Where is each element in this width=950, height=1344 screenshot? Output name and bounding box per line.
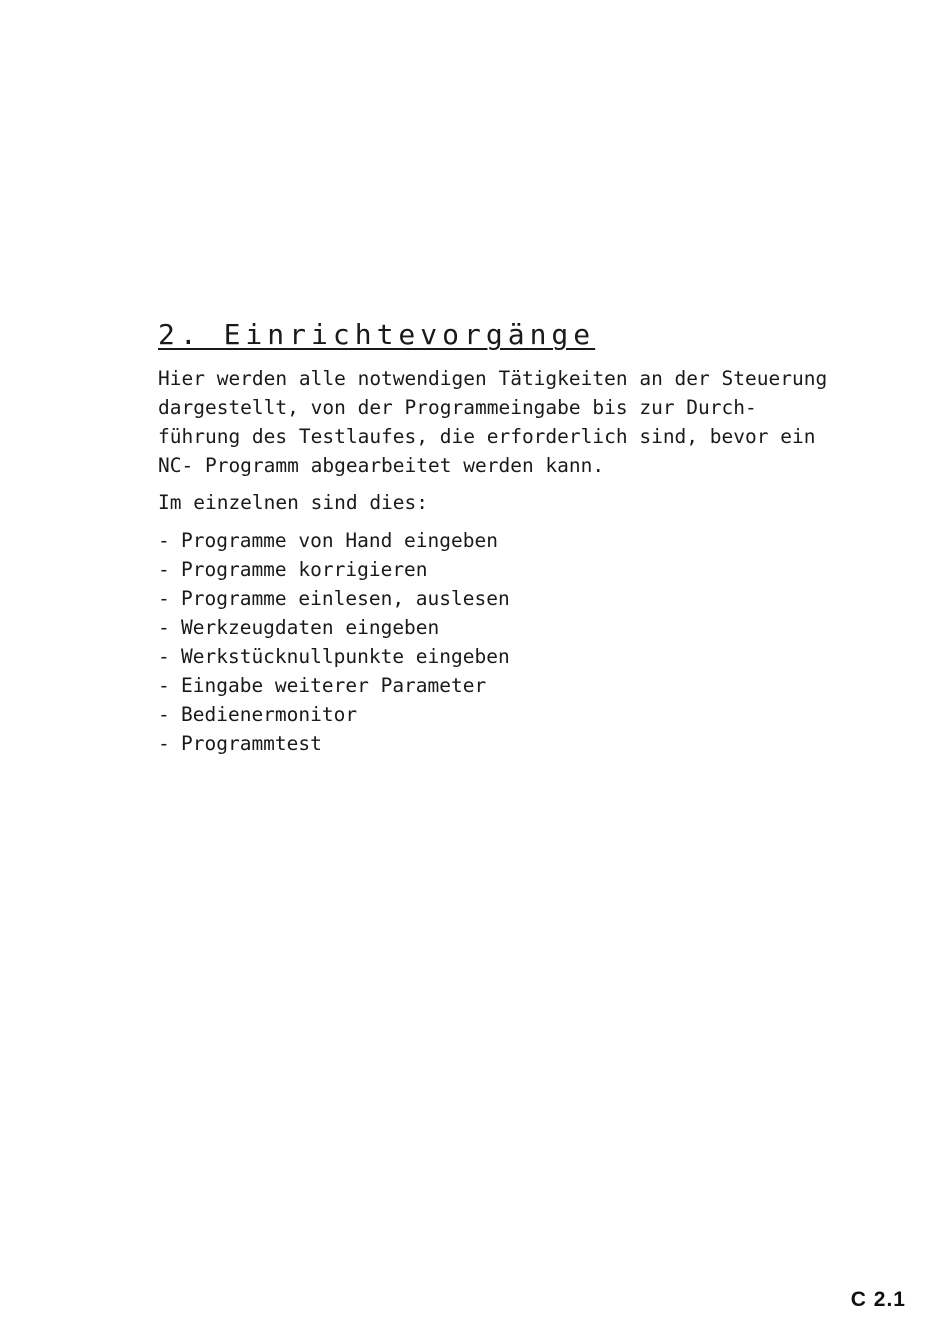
- dash-bullet: -: [158, 674, 170, 697]
- task-list: [158, 526, 510, 758]
- list-item-text: Werkstücknullpunkte eingeben: [181, 645, 510, 668]
- intro-line: NC- Programm abgearbeitet werden kann.: [158, 454, 605, 477]
- dash-bullet: -: [158, 645, 170, 668]
- section-heading: 2. Einrichtevorgänge: [158, 318, 596, 351]
- list-item-text: Eingabe weiterer Parameter: [181, 674, 487, 697]
- intro-line: dargestellt, von der Programmeingabe bis zur Durch-: [158, 396, 757, 419]
- list-lead-text: Im einzelnen sind dies:: [158, 491, 429, 514]
- dash-bullet: -: [158, 558, 170, 581]
- intro-line: Hier werden alle notwendigen Tätigkeiten an der Steuerung: [158, 367, 828, 390]
- dash-bullet: -: [158, 703, 170, 726]
- page-number: C 2.1: [850, 1288, 906, 1311]
- list-item: [158, 729, 510, 758]
- list-item-text: Programme korrigieren: [181, 558, 428, 581]
- list-item-text: Programmtest: [181, 732, 322, 755]
- list-item: [158, 700, 510, 729]
- list-item: [158, 671, 510, 700]
- list-item: [158, 584, 510, 613]
- dash-bullet: -: [158, 587, 170, 610]
- list-item: [158, 642, 510, 671]
- list-item: [158, 526, 510, 555]
- dash-bullet: -: [158, 732, 170, 755]
- list-item-text: Programme einlesen, auslesen: [181, 587, 510, 610]
- list-item: [158, 555, 510, 584]
- dash-bullet: -: [158, 529, 170, 552]
- list-item: [158, 613, 510, 642]
- dash-bullet: -: [158, 616, 170, 639]
- list-item-text: Bedienermonitor: [181, 703, 358, 726]
- list-item-text: Programme von Hand eingeben: [181, 529, 498, 552]
- intro-line: führung des Testlaufes, die erforderlich sind, bevor ein: [158, 425, 816, 448]
- intro-paragraph: [158, 364, 858, 480]
- list-item-text: Werkzeugdaten eingeben: [181, 616, 440, 639]
